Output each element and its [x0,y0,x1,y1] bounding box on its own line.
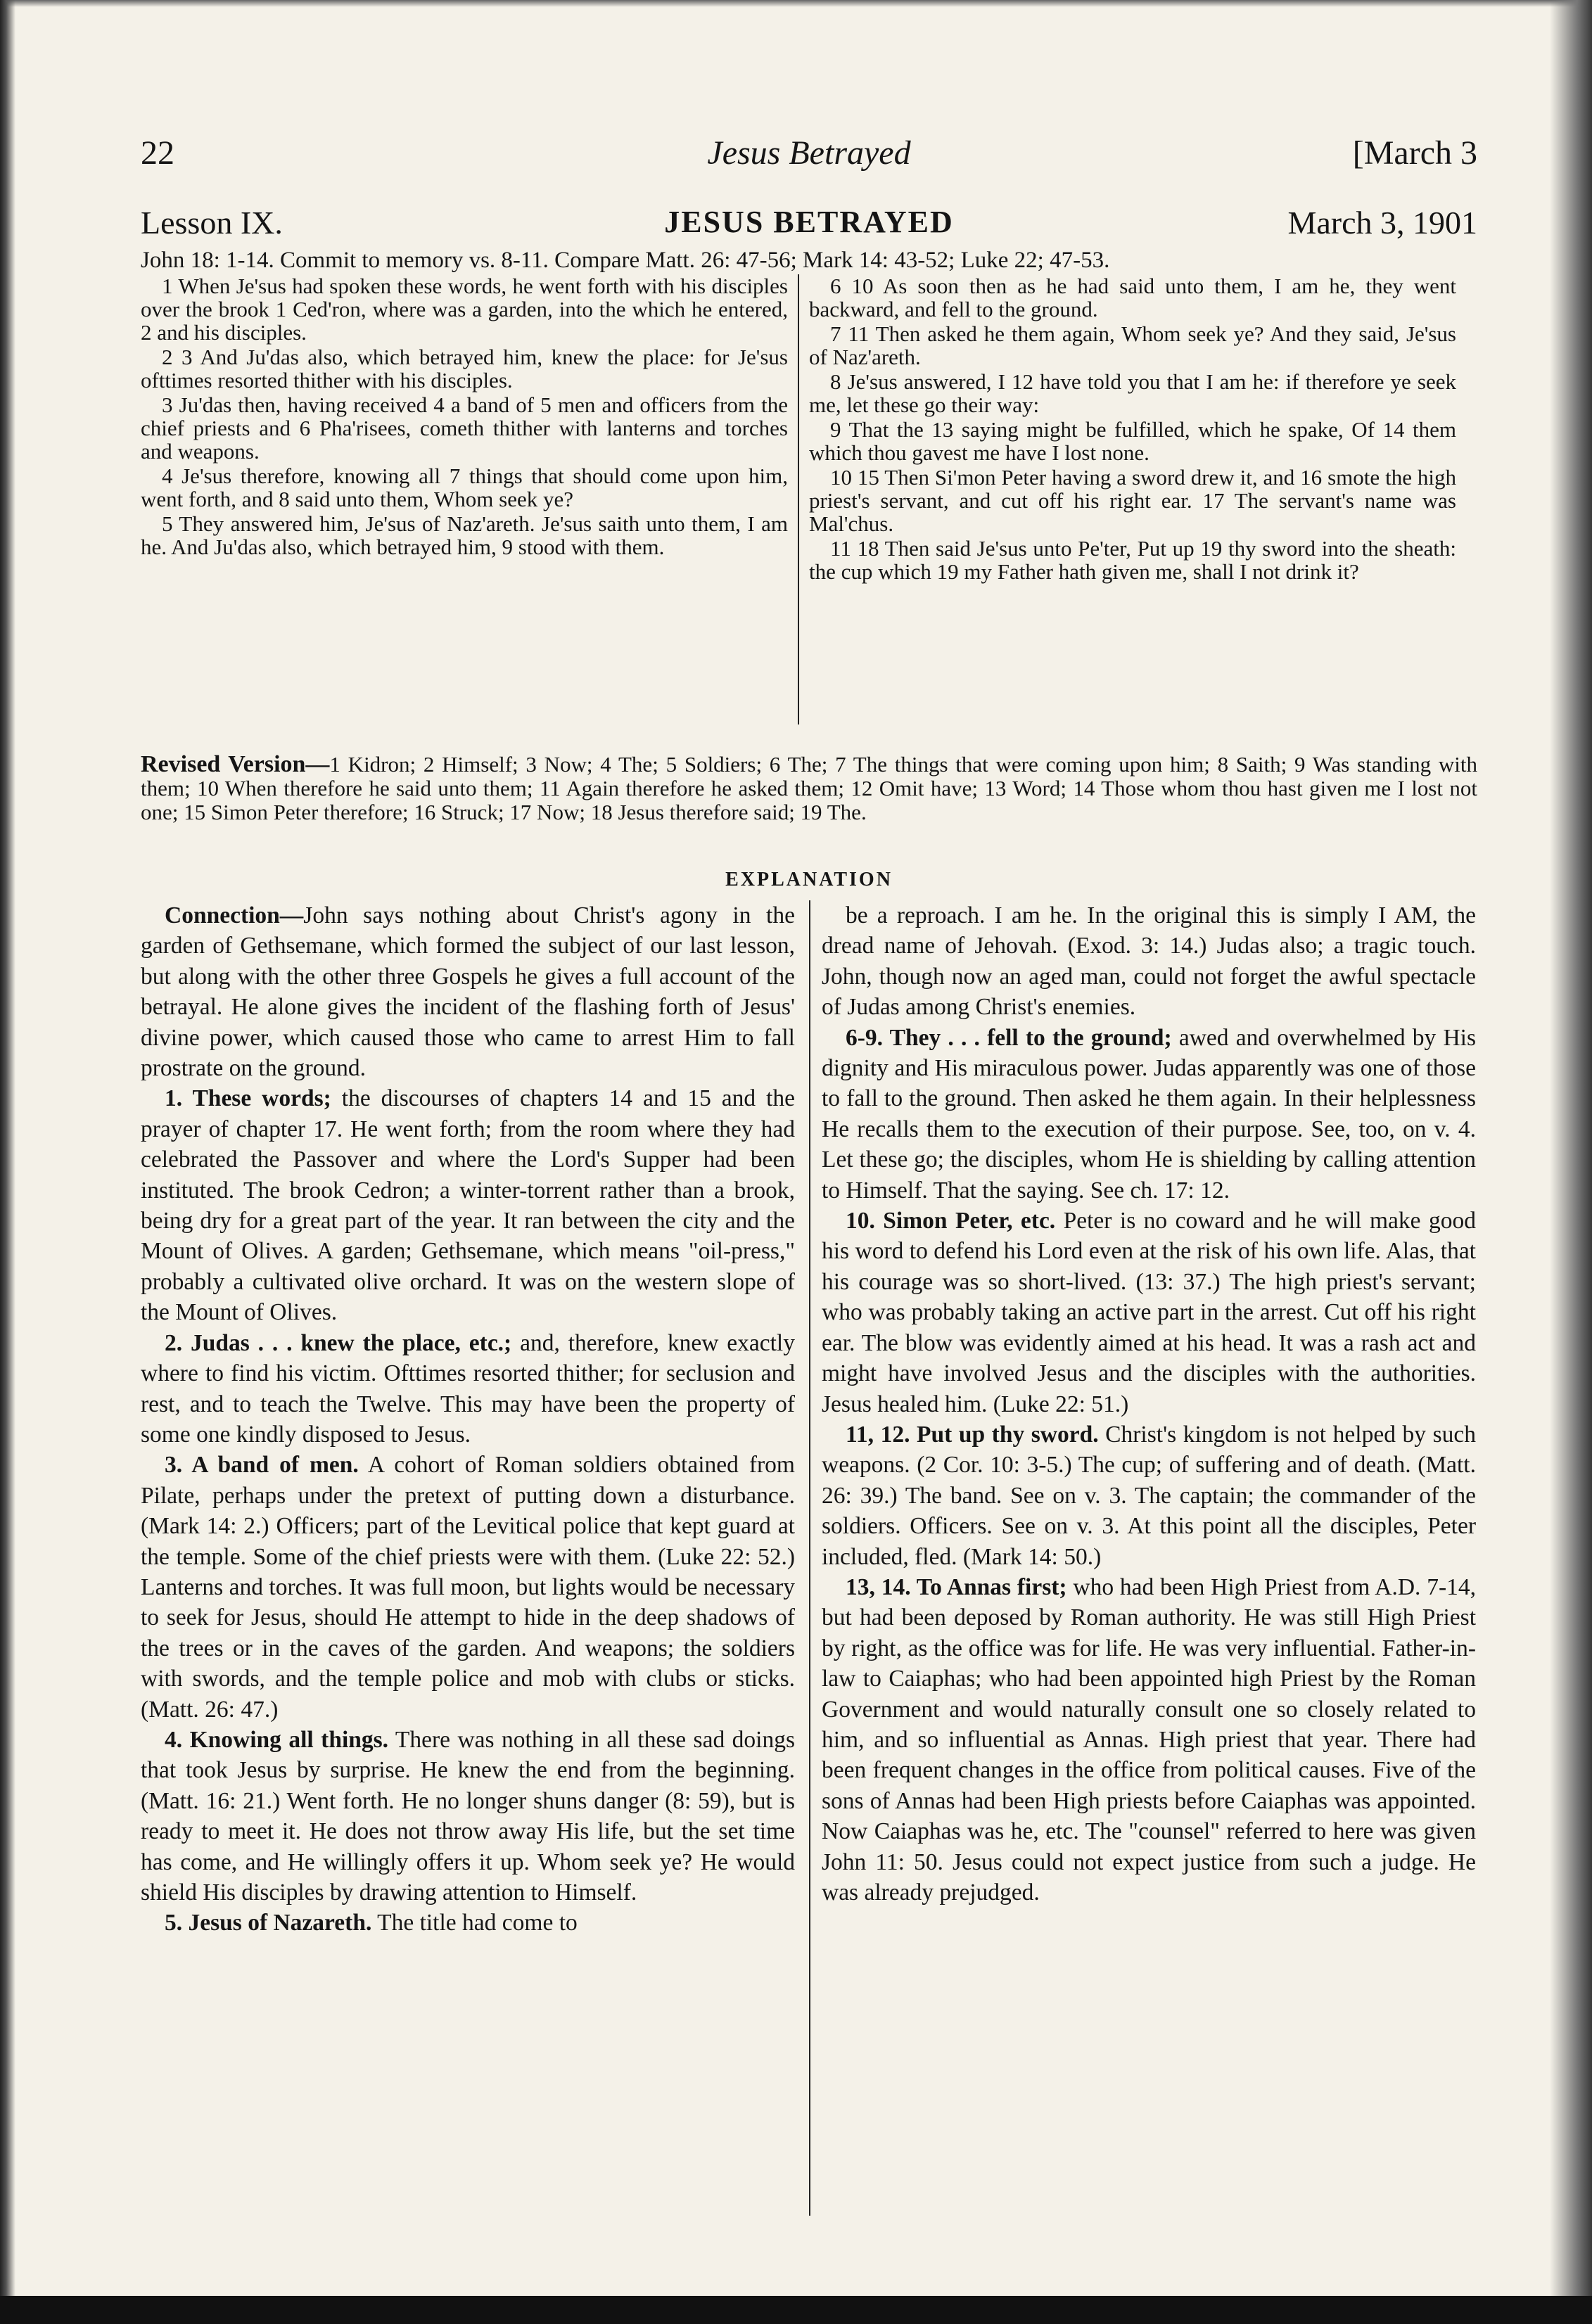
running-title: Jesus Betrayed [707,134,911,172]
verse: 7 11 Then asked he them again, Whom seek ye? And they said, Je'sus of Naz'areth. [809,321,1456,369]
paragraph-lead: 4. Knowing all things. [165,1726,389,1753]
scan-top-edge [0,0,1592,7]
lesson-date: March 3, 1901 [1287,205,1477,241]
paragraph-text: A cohort of Roman soldiers obtained from Pilate, perhaps under the pretext of putting down a disturbance. (Mark 14: 2.) Officers; part of the Levitical police that kept guard at the temple. Some of the chief priests were with them. (Luke 22: 52.) Lanterns and torches. It was full moon, but lights would be necessary to seek for Jesus, should He attempt to hide in the deep shadows of the trees or in the caves of the garden. And weapons; the soldiers with swords, and the temple police and mob with clubs or sticks. (Matt. 26: 47.) [141,1452,795,1723]
verse: 1 When Je'sus had spoken these words, he went forth with his disciples over the brook 1 Ced'ron, where was a garden, into the which he entered, 2 and his disciples. [141,274,788,345]
lesson-title: JESUS BETRAYED [664,205,954,239]
running-date: [March 3 [1352,134,1477,172]
explanation-paragraph [822,1206,1476,1419]
scripture-column-left [141,274,788,560]
explanation-paragraph [822,1419,1476,1572]
revised-version-text: 1 Kidron; 2 Himself; 3 Now; 4 The; 5 Soldiers; 6 The; 7 The things that were coming upon him; 8 Saith; 9 Was standing with them; 10 When therefore he said unto them; 11 Again therefore he asked them; 12 Omit have; 13 Word; 14 Those whom thou hast given me I lost not one; 15 Simon Peter therefore; 16 Struck; 17 Now; 18 Jesus therefore said; 19 The. [141,752,1477,824]
explanation-paragraph [141,1450,795,1725]
explanation-paragraph [141,1328,795,1450]
explanation-heading: EXPLANATION [725,869,893,890]
revised-version-label: Revised Version— [141,751,330,777]
paragraph-text: the discourses of chapters 14 and 15 and the prayer of chapter 17. He went forth; from the room where they had celebrated the Passover and where the Lord's Supper had been instituted. The brook Cedron; a winter-torrent rather than a brook, being dry for a great part of the year. It ran between the city and the Mount of Olives. A garden; Gethsemane, which means "oil-press," probably a cultivated olive orchard. It was on the western slope of the Mount of Olives. [141,1085,796,1326]
explanation-column-left [141,900,795,1939]
paragraph-text: awed and overwhelmed by His dignity and His miraculous power. Judas apparently was one of those to fall to the ground. Then asked he them again. In their helplessness He recalls them to the execution of their purpose. See, too, on v. 4. Let these go; the disciples, whom He is shielding by calling attention to Himself. That the saying. See ch. 17: 12. [822,1024,1476,1204]
verse: 9 That the 13 saying might be fulfilled, which he spake, Of 14 them which thou gavest me have I lost none. [809,417,1456,465]
verse: 5 They answered him, Je'sus of Naz'areth. Je'sus saith unto them, I am he. And Ju'das also, which betrayed him, 9 stood with them. [141,511,788,559]
paragraph-lead: Connection— [165,902,304,928]
revised-version [141,753,1477,824]
scan-left-edge [0,0,15,2324]
explanation-column-right [822,900,1476,1908]
running-head [141,134,1477,176]
page-number: 22 [141,134,174,172]
paragraph-text: Christ's kingdom is not helped by such weapons. (2 Cor. 10: 3-5.) The cup; of suffering and of death. (Matt. 26: 39.) The band. See on v. 3. The captain; the commander of the soldiers. Officers. See on v. 3. At this point all the disciples, Peter included, fled. (Mark 14: 50.) [822,1421,1476,1570]
paragraph-lead: 3. A band of men. [165,1452,359,1479]
verse: 10 15 Then Si'mon Peter having a sword drew it, and 16 smote the high priest's servant, and cut off his right ear. 17 The servant's name was Mal'chus. [809,465,1456,536]
column-rule [809,900,810,2216]
verse: 6 10 As soon then as he had said unto them, I am he, they went backward, and fell to the ground. [809,274,1456,321]
paragraph-text: and, therefore, knew exactly where to find his victim. Ofttimes resorted thither; for seclusion and rest, and to teach the Twelve. This may have been the property of some one kindly disposed to Jesus. [141,1329,795,1448]
column-rule [798,274,799,724]
verse: 2 3 And Ju'das also, which betrayed him, knew the place: for Je'sus ofttimes resorted thither with his disciples. [141,345,788,392]
explanation-paragraph [141,1908,795,1938]
scripture-text [141,274,1477,739]
verse: 4 Je'sus therefore, knowing all 7 things that should come upon him, went forth, and 8 said unto them, Whom seek ye? [141,464,788,511]
explanation-paragraph [822,900,1476,1023]
scripture-column-right [809,274,1456,585]
paragraph-lead: 13, 14. To Annas first; [846,1573,1067,1600]
scan-right-edge [1550,0,1592,2324]
paragraph-lead: 10. Simon Peter, etc. [846,1208,1056,1234]
paragraph-text: be a reproach. I am he. In the original this is simply I AM, the dread name of Jehovah. (Exod. 3: 14.) Judas also; a tragic touch. John, though now an aged man, could not forget the awful spectacle of Judas among Christ's enemies. [822,902,1476,1021]
explanation-paragraph [141,1083,795,1327]
explanation-paragraph [141,1725,795,1908]
paragraph-lead: 11, 12. Put up thy sword. [846,1421,1099,1448]
verse: 8 Je'sus answered, I 12 have told you that I am he: if therefore ye seek me, let these go their way: [809,369,1456,417]
paragraph-lead: 5. Jesus of Nazareth. [165,1910,372,1936]
paragraph-lead: 2. Judas . . . knew the place, etc.; [165,1329,512,1356]
paragraph-text: There was nothing in all these sad doings that took Jesus by surprise. He knew the end from the beginning. (Matt. 16: 21.) Went forth. He no longer shuns danger (8: 59), but is ready to meet it. He does not throw away His life, but the set time has come, and He willingly offers it up. Whom seek ye? He would shield His disciples by drawing attention to Himself. [141,1726,796,1905]
paragraph-lead: 6-9. They . . . fell to the ground; [846,1024,1172,1051]
lesson-number: Lesson IX. [141,205,283,241]
scan-bottom-edge [0,2296,1592,2324]
paragraph-text: The title had come to [371,1910,578,1936]
verse: 3 Ju'das then, having received 4 a band of 5 men and officers from the chief priests and 6 Pha'risees, cometh thither with lanterns and torches and weapons. [141,392,788,464]
verse: 11 18 Then said Je'sus unto Pe'ter, Put up 19 thy sword into the sheath: the cup which 19 my Father hath given me, shall I not drink it? [809,536,1456,584]
paragraph-text: John says nothing about Christ's agony in the garden of Gethsemane, which formed the subject of our last lesson, but along with the other three Gospels he gives a full account of the betrayal. He alone gives the incident of the flashing forth of Jesus' divine power, which caused those who came to arrest Him to fall prostrate on the ground. [141,902,795,1082]
paragraph-text: who had been High Priest from A.D. 7-14, but had been deposed by Roman authority. He was still High Priest by right, as the office was for life. He was very influential. Father-in-law to Caiaphas; who had been appointed high Priest by the Roman Government and would naturally consult one so closely related to him, and so influential as Annas. High priest that year. There had been frequent changes in the office from political causes. Five of the sons of Annas had been High priests before Caiaphas was appointed. Now Caiaphas was he, etc. The "counsel" referred to here was given John 11: 50. Jesus could not expect justice from such a judge. He was already prejudged. [822,1573,1476,1905]
lesson-heading [141,204,1477,246]
lesson-reference: John 18: 1-14. Commit to memory vs. 8-11. Compare Matt. 26: 47-56; Mark 14: 43-52; Luke 22; 47-53. [141,248,1110,273]
paragraph-lead: 1. These words; [165,1085,331,1112]
explanation-paragraph [141,900,795,1083]
explanation-paragraph [822,1572,1476,1908]
paragraph-text: Peter is no coward and he will make good his word to defend his Lord even at the risk of his own life. Alas, that his courage was so short-lived. (13: 37.) The high priest's servant; who was probably taking an active part in the arrest. Cut off his right ear. The blow was evidently aimed at his head. It was a rash act and might have involved Jesus and the disciples with the authorities. Jesus healed him. (Luke 22: 51.) [822,1208,1476,1417]
explanation-paragraph [822,1023,1476,1206]
